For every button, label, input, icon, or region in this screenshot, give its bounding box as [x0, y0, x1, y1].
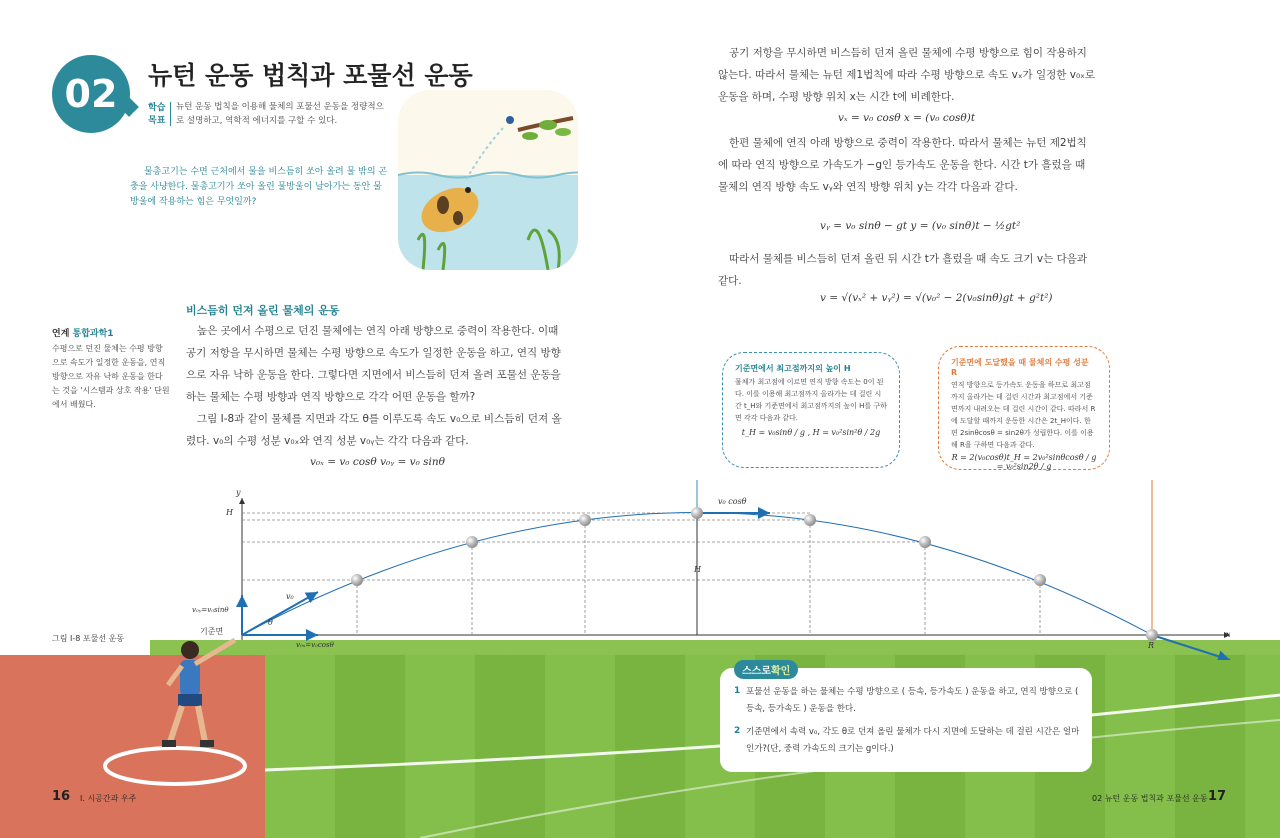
left-footer-text: Ⅰ. 시공간과 우주	[80, 794, 137, 803]
right-para1: 공기 저항을 무시하면 비스듬히 던져 올린 물체에 수평 방향으로 힘이 작용하지 않는다. 따라서 물체는 뉴턴 제1법칙에 따라 수평 방향으로 속도 vₓ가 일정한 v₀ₓ로 운동을 하며, 수평 방향 위치 x는 시간 t에 비례한다.	[718, 47, 1095, 103]
section-para2: 그림 Ⅰ-8과 같이 물체를 지면과 각도 θ를 이루도록 속도 v₀으로 비스듬히 던져 올렸다. v₀의 수평 성분 v₀ₓ와 연직 성분 v₀ᵧ는 각각 다음과 같다.	[186, 413, 562, 447]
left-page-number: 16	[52, 789, 71, 804]
archerfish-illustration	[398, 90, 578, 270]
label-R: R	[1148, 641, 1155, 650]
page-title: 뉴턴 운동 법칙과 포물선 운동	[148, 61, 473, 90]
ball-pos-7	[1034, 574, 1046, 586]
label-v0: v₀	[286, 592, 294, 601]
label-v0y: v₀ᵧ=v₀sinθ	[192, 606, 229, 614]
label-H: H	[226, 508, 233, 517]
right-para2: 한편 물체에 연직 아래 방향으로 중력이 작용한다. 따라서 물체는 뉴턴 제2법칙에 따라 연직 방향으로 가속도가 −g인 등가속도 운동을 한다. 시간 t가 흘렀을 때 물체의 연직 방향 속도 vᵧ와 연직 방향 위치 y는 각각 다음과 같다.	[718, 137, 1087, 193]
height-box-eq: t_H = v₀sinθ / g , H = v₀²sin²θ / 2g	[741, 428, 881, 437]
height-info-box	[722, 352, 900, 468]
ball-pos-8	[1146, 629, 1158, 641]
label-theta: θ	[268, 618, 273, 627]
right-para3: 따라서 물체를 비스듬히 던져 올린 뒤 시간 t가 흘렀을 때 속도 크기 v는 다음과 같다.	[718, 253, 1088, 287]
ball-pos-2	[466, 536, 478, 548]
section-number: 02	[64, 72, 118, 116]
right-eq2: vᵧ = v₀ sinθ − gt y = (v₀ sinθ)t − ½gt²	[820, 220, 1021, 232]
range-box-title: 기준면에 도달했을 때 물체의 수평 성분 R	[951, 358, 1089, 377]
label-v0x: v₀ₓ=v₀cosθ	[296, 641, 334, 649]
height-box-text: 물체가 최고점에 이르면 연직 방향 속도는 0이 된다. 이를 이용해 최고점까지 올라가는 데 걸린 시간 t_H와 기준면에서 최고점까지의 높이 H를 구하면 각각 다음과 같다.	[735, 378, 887, 422]
right-footer-text: 02 뉴턴 운동 법칙과 포물선 운동	[1092, 794, 1208, 803]
ball-pos-4	[691, 507, 703, 519]
height-box-title: 기준면에서 최고점까지의 높이 H	[735, 364, 851, 373]
label-top-velocity: v₀ cosθ	[718, 497, 747, 506]
sidebar-text: 수평으로 던진 물체는 수평 방향으로 속도가 일정한 운동을, 연직 방향으로 자유 낙하 운동을 한다는 것을 '시스템과 상호 작용' 단원에서 배웠다.	[52, 344, 170, 409]
q2-number: 2	[734, 726, 741, 736]
sidebar-label: 연계 통합과학1	[52, 329, 114, 339]
label-H-mid: H	[694, 565, 701, 574]
goal-label: 학습 목표	[148, 103, 166, 126]
thrower-illustration	[150, 630, 250, 770]
section-eq1: v₀ₓ = v₀ cosθ v₀ᵧ = v₀ sinθ	[310, 456, 445, 468]
right-page-number: 17	[1208, 789, 1227, 804]
range-info-box	[938, 346, 1110, 470]
q1-number: 1	[734, 686, 741, 696]
right-eq1: vₓ = v₀ cosθ x = (v₀ cosθ)t	[838, 112, 976, 124]
goal-divider	[170, 102, 171, 126]
figure-caption: 그림 Ⅰ-8 포물선 운동	[52, 634, 125, 643]
ball-pos-5	[804, 514, 816, 526]
x-axis-label: x	[1226, 630, 1231, 639]
range-box-eq: R = 2(v₀cosθ)t_H = 2v₀²sinθcosθ / g = v₀²sin2θ / g	[951, 453, 1097, 471]
self-check-title: 스스로확인	[734, 660, 798, 679]
right-eq3: v = √(vₓ² + vᵧ²) = √(v₀² − 2(v₀sinθ)gt + g²t²)	[820, 292, 1053, 304]
y-axis-label: y	[236, 488, 241, 497]
label-base: 기준면	[200, 627, 224, 636]
section-number-badge	[52, 55, 130, 133]
q2-text: 기준면에서 속력 v₀, 각도 θ로 던져 올린 물체가 다시 지면에 도달하는 데 걸린 시간은 얼마인가?(단, 중력 가속도의 크기는 g이다.)	[746, 727, 1080, 754]
intro-text: 물총고기는 수면 근처에서 물을 비스듬히 쏘아 올려 물 밖의 곤충을 사냥한다. 물총고기가 쏘아 올린 물방울이 날아가는 동안 물방울에 작용하는 힘은 무엇일까?	[130, 167, 388, 207]
ball-pos-6	[919, 536, 931, 548]
q1-text: 포물선 운동을 하는 물체는 수평 방향으로 ( 등속, 등가속도 ) 운동을 하고, 연직 방향으로 ( 등속, 등가속도 ) 운동을 한다.	[746, 687, 1079, 714]
range-box-text: 연직 방향으로 등가속도 운동을 하므로 최고점까지 올라가는 데 걸린 시간과 최고점에서 기준면까지 내려오는 데 걸린 시간이 같다. 따라서 R에 도달할 때까지 운동한 시간은 2t_H이다. 한편 2sinθcosθ = sin2θ가 성립한다. 이를 이용해 R을 구하면 다음과 같다.	[951, 381, 1096, 449]
ball-pos-1	[351, 574, 363, 586]
section-heading: 비스듬히 던져 올린 물체의 운동	[186, 304, 340, 317]
section-para1: 높은 곳에서 수평으로 던진 물체에는 연직 아래 방향으로 중력이 작용한다. 이때 공기 저항을 무시하면 물체는 수평 방향으로 속도가 일정한 운동을 하고, 연직 방향으로 자유 낙하 운동을 한다. 그렇다면 지면에서 비스듬히 던져 올려 포물선 운동을 하는 물체는 수평 방향과 연직 방향으로 각각 어떤 운동을 할까?	[186, 325, 561, 403]
ball-pos-3	[579, 514, 591, 526]
goal-text: 뉴턴 운동 법칙을 이용해 물체의 포물선 운동을 정량적으로 설명하고, 역학적 에너지를 구할 수 있다.	[176, 102, 384, 126]
sidebar-sublabel: 통합과학1	[72, 329, 114, 339]
